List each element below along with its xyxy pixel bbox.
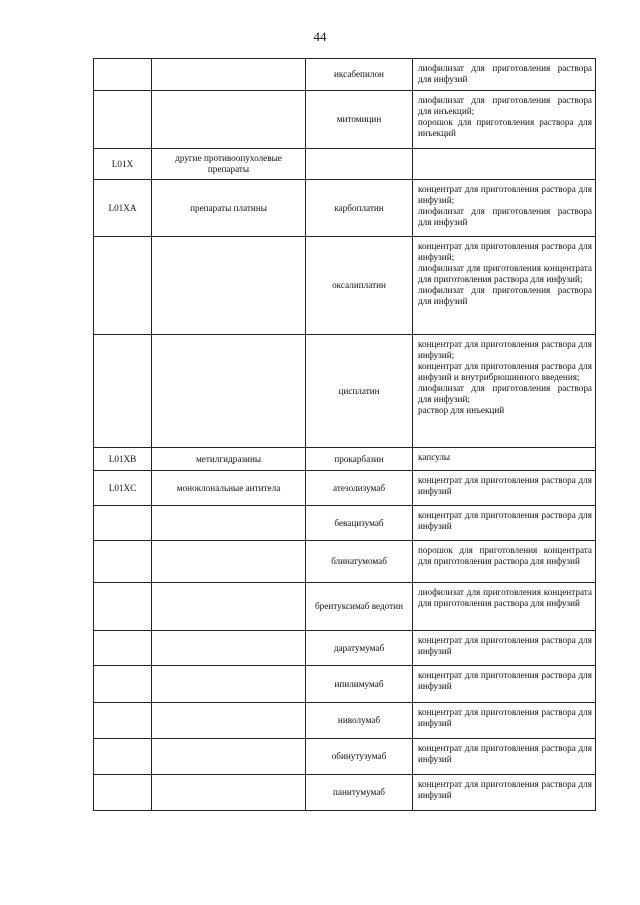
drug-name-cell: панитумумаб xyxy=(306,775,413,811)
dosage-form-cell xyxy=(413,91,596,149)
dosage-form-cell xyxy=(413,237,596,335)
drug-name-cell: митомицин xyxy=(306,91,413,149)
table-row xyxy=(94,149,596,180)
atc-code-cell xyxy=(94,237,152,335)
dosage-form-cell xyxy=(413,666,596,703)
group-name-cell xyxy=(152,59,306,91)
dosage-form-cell xyxy=(413,448,596,471)
table-row xyxy=(94,471,596,506)
group-name-cell: другие противоопухолевые препараты xyxy=(152,149,306,180)
group-name-cell xyxy=(152,506,306,541)
drug-name-cell: брентуксимаб ведотин xyxy=(306,583,413,631)
table-row xyxy=(94,703,596,739)
dosage-form-line: лиофилизат для приготовления раствора для инфузий; xyxy=(418,383,592,404)
dosage-form-cell xyxy=(413,703,596,739)
table-row xyxy=(94,583,596,631)
group-name-cell: препараты платины xyxy=(152,180,306,237)
group-name-cell xyxy=(152,541,306,583)
atc-code-cell xyxy=(94,739,152,775)
page-number: 44 xyxy=(313,29,327,44)
table-row xyxy=(94,541,596,583)
dosage-form-line: концентрат для приготовления раствора для инфузий xyxy=(418,779,592,800)
table-row xyxy=(94,739,596,775)
drug-name-cell: иксабепилон xyxy=(306,59,413,91)
atc-code-cell xyxy=(94,335,152,448)
dosage-form-line: лиофилизат для приготовления раствора для инфузий xyxy=(418,285,592,306)
drug-name-cell: ниволумаб xyxy=(306,703,413,739)
group-name-cell xyxy=(152,739,306,775)
table-row xyxy=(94,237,596,335)
drug-name-cell xyxy=(306,149,413,180)
atc-code-cell xyxy=(94,666,152,703)
group-name-cell xyxy=(152,775,306,811)
dosage-form-line: концентрат для приготовления раствора для инфузий xyxy=(418,743,592,764)
table-row xyxy=(94,335,596,448)
group-name-cell: метилгидразины xyxy=(152,448,306,471)
dosage-form-line: концентрат для приготовления раствора для инфузий xyxy=(418,475,592,496)
dosage-form-cell xyxy=(413,739,596,775)
table-row xyxy=(94,666,596,703)
drug-name-cell: цисплатин xyxy=(306,335,413,448)
drug-name-cell: атезолизумаб xyxy=(306,471,413,506)
atc-code-cell: L01XA xyxy=(94,180,152,237)
group-name-cell xyxy=(152,583,306,631)
table-row xyxy=(94,59,596,91)
dosage-form-line: концентрат для приготовления раствора для инфузий xyxy=(418,707,592,728)
dosage-form-line: лиофилизат для приготовления раствора для инъекций; xyxy=(418,95,592,116)
drug-table-body xyxy=(94,59,596,811)
dosage-form-line: порошок для приготовления концентрата для приготовления раствора для инфузий xyxy=(418,545,592,566)
dosage-form-line: раствор для инъекций xyxy=(418,405,505,415)
table-row xyxy=(94,631,596,666)
dosage-form-cell xyxy=(413,631,596,666)
table-row xyxy=(94,448,596,471)
atc-code-cell xyxy=(94,631,152,666)
dosage-form-line: лиофилизат для приготовления раствора для инфузий xyxy=(418,206,592,227)
dosage-form-line: порошок для приготовления раствора для инъекций xyxy=(418,117,592,138)
group-name-cell xyxy=(152,631,306,666)
group-name-cell: моноклональные антитела xyxy=(152,471,306,506)
dosage-form-line: концентрат для приготовления раствора для инфузий; xyxy=(418,339,592,360)
atc-code-cell xyxy=(94,583,152,631)
table-row xyxy=(94,180,596,237)
group-name-cell xyxy=(152,91,306,149)
dosage-form-cell xyxy=(413,180,596,237)
dosage-form-line: концентрат для приготовления раствора для инфузий xyxy=(418,670,592,691)
drug-name-cell: даратумумаб xyxy=(306,631,413,666)
group-name-cell xyxy=(152,335,306,448)
dosage-form-line: концентрат для приготовления раствора для инфузий и внутрибрюшинного введения; xyxy=(418,361,592,382)
table-row xyxy=(94,506,596,541)
drug-name-cell: прокарбазин xyxy=(306,448,413,471)
drug-name-cell: обинутузумаб xyxy=(306,739,413,775)
dosage-form-line: лиофилизат для приготовления концентрата для приготовления раствора для инфузий; xyxy=(418,263,592,284)
drug-table xyxy=(93,58,596,811)
drug-name-cell: оксалиплатин xyxy=(306,237,413,335)
dosage-form-cell xyxy=(413,506,596,541)
dosage-form-cell xyxy=(413,541,596,583)
dosage-form-line: лиофилизат для приготовления концентрата для приготовления раствора для инфузий xyxy=(418,587,592,608)
drug-name-cell: блинатумомаб xyxy=(306,541,413,583)
dosage-form-line: концентрат для приготовления раствора для инфузий xyxy=(418,510,592,531)
atc-code-cell xyxy=(94,775,152,811)
dosage-form-cell xyxy=(413,59,596,91)
atc-code-cell: L01X xyxy=(94,149,152,180)
atc-code-cell xyxy=(94,541,152,583)
dosage-form-cell xyxy=(413,471,596,506)
dosage-form-line: концентрат для приготовления раствора для инфузий; xyxy=(418,241,592,262)
dosage-form-line: концентрат для приготовления раствора для инфузий xyxy=(418,635,592,656)
dosage-form-line: концентрат для приготовления раствора для инфузий; xyxy=(418,184,592,205)
table-row xyxy=(94,775,596,811)
dosage-form-cell xyxy=(413,583,596,631)
atc-code-cell xyxy=(94,703,152,739)
atc-code-cell xyxy=(94,91,152,149)
atc-code-cell xyxy=(94,506,152,541)
dosage-form-line: лиофилизат для приготовления раствора для инфузий xyxy=(418,63,592,84)
group-name-cell xyxy=(152,666,306,703)
drug-name-cell: карбоплатин xyxy=(306,180,413,237)
drug-name-cell: бевацизумаб xyxy=(306,506,413,541)
atc-code-cell xyxy=(94,59,152,91)
group-name-cell xyxy=(152,237,306,335)
drug-name-cell: ипилимумаб xyxy=(306,666,413,703)
atc-code-cell: L01XC xyxy=(94,471,152,506)
atc-code-cell: L01XB xyxy=(94,448,152,471)
dosage-form-cell xyxy=(413,335,596,448)
group-name-cell xyxy=(152,703,306,739)
dosage-form-line: капсулы xyxy=(418,452,451,462)
dosage-form-cell xyxy=(413,149,596,180)
table-row xyxy=(94,91,596,149)
dosage-form-cell xyxy=(413,775,596,811)
